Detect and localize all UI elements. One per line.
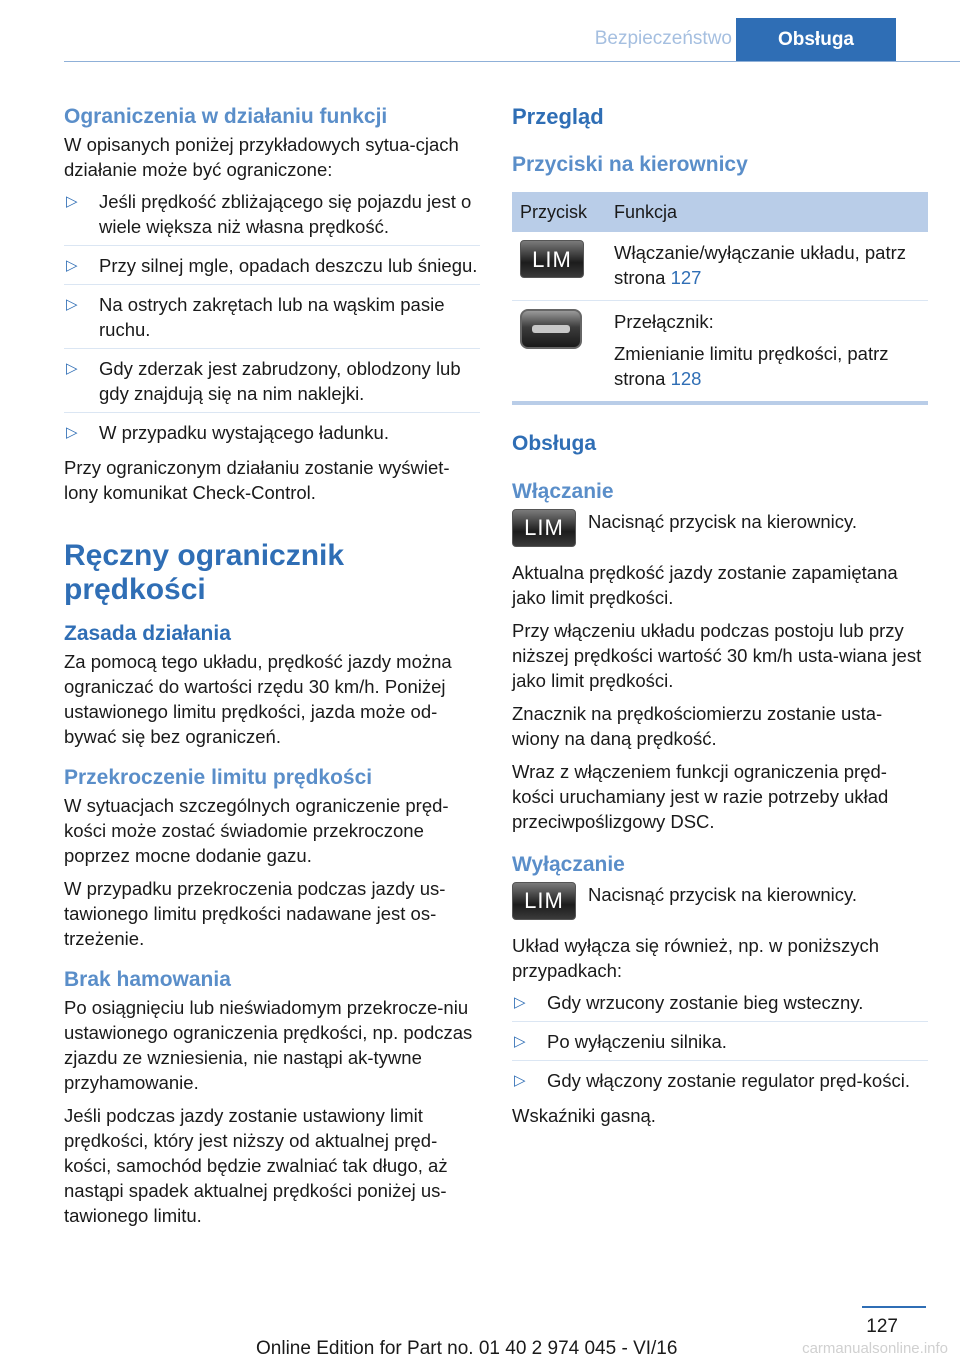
off-key-text: Nacisnąć przycisk na kierownicy. bbox=[588, 884, 858, 905]
off-key-row bbox=[512, 882, 928, 920]
off-text-1: Układ wyłącza się również, np. w poniższych przypadkach: bbox=[512, 935, 880, 981]
lim-button-icon: LIM bbox=[512, 509, 576, 547]
header-section: Bezpieczeństwo bbox=[594, 28, 732, 49]
list-item: ▷ Na ostrych zakrętach lub na wąskim pasie ruchu. bbox=[64, 292, 480, 349]
overview-heading: Przegląd bbox=[512, 104, 604, 129]
page-number: 127 bbox=[866, 1316, 898, 1337]
triangle-bullet-icon: ▷ bbox=[514, 994, 526, 1011]
list-item: ▷ Po wyłączeniu silnika. bbox=[512, 1029, 928, 1061]
on-text-4: Wraz z włączeniem funkcji ograniczenia pręd-kości uruchamiany jest w razie potrzeby układ przeciwpoślizgowy DSC. bbox=[512, 761, 889, 832]
main-title: Ręczny ogranicznik prędkości bbox=[64, 539, 345, 606]
watermark: carmanualsonline.info bbox=[802, 1340, 948, 1357]
list-item: ▷ W przypadku wystającego ładunku. bbox=[66, 422, 389, 443]
lim-button-icon: LIM bbox=[520, 240, 584, 278]
operation-heading: Obsługa bbox=[512, 432, 597, 455]
triangle-bullet-icon: ▷ bbox=[514, 1033, 526, 1050]
on-text-2: Przy włączeniu układu podczas postoju lub przy niższej prędkości wartość 30 km/h usta-wiana jest jako limit prędkości. bbox=[512, 620, 922, 691]
exceed-heading: Przekroczenie limitu prędkości bbox=[64, 766, 373, 789]
triangle-bullet-icon: ▷ bbox=[66, 193, 78, 210]
table-cell bbox=[512, 301, 606, 404]
on-text-1: Aktualna prędkość jazdy zostanie zapamiętana jako limit prędkości. bbox=[512, 562, 898, 608]
limits-list bbox=[64, 189, 480, 451]
lim-button-icon: LIM bbox=[512, 882, 576, 920]
left-column bbox=[64, 100, 480, 1228]
brake-text-2: Jeśli podczas jazdy zostanie ustawiony limit prędkości, który jest niższy od aktualnej pręd-kości, samochód będzie zwalniać tak długo, aż nastąpi spadek aktualnej prędkości poniżej us-tawionego limitu. bbox=[64, 1105, 448, 1226]
brake-heading: Brak hamowania bbox=[64, 968, 231, 991]
table-header: Funkcja bbox=[606, 192, 928, 232]
off-heading: Wyłączanie bbox=[512, 853, 625, 876]
limits-heading: Ograniczenia w działaniu funkcji bbox=[64, 105, 388, 128]
exceed-text-1: W sytuacjach szczególnych ograniczenie pręd-kości może zostać świadomie przekroczone poprzez mocne dodanie gazu. bbox=[64, 795, 449, 866]
buttons-table bbox=[512, 192, 928, 405]
table-header: Przycisk bbox=[512, 192, 606, 232]
triangle-bullet-icon: ▷ bbox=[66, 257, 78, 274]
header-tab[interactable]: Obsługa bbox=[736, 18, 896, 62]
triangle-bullet-icon: ▷ bbox=[66, 296, 78, 313]
principle-text: Za pomocą tego układu, prędkość jazdy można ograniczać do wartości rzędu 30 km/h. Poniżej ustawionego limitu prędkości, jazda może od-bywać się bez ograniczeń. bbox=[64, 651, 452, 747]
triangle-bullet-icon: ▷ bbox=[66, 424, 78, 441]
principle-heading: Zasada działania bbox=[64, 622, 231, 645]
page-link[interactable]: 127 bbox=[670, 267, 702, 288]
list-item: ▷ Przy silnej mgle, opadach deszczu lub śniegu. bbox=[64, 253, 480, 285]
right-column bbox=[512, 100, 928, 1128]
brake-text-1: Po osiągnięciu lub nieświadomym przekrocze-niu ustawionego ograniczenia prędkości, np. podczas zjazdu ze wzniesienia, nie nastąpi ak-tywne przyhamowanie. bbox=[64, 997, 473, 1093]
page-link[interactable]: 128 bbox=[670, 368, 702, 389]
buttons-heading: Przyciski na kierownicy bbox=[512, 153, 748, 176]
limits-intro: W opisanych poniżej przykładowych sytua-cjach działanie może być ograniczone: bbox=[64, 134, 459, 180]
triangle-bullet-icon: ▷ bbox=[66, 360, 78, 377]
rocker-switch-icon bbox=[520, 309, 582, 349]
off-note: Wskaźniki gasną. bbox=[512, 1105, 656, 1126]
table-cell: Włączanie/wyłączanie układu, patrz strona 127 bbox=[606, 232, 928, 301]
list-item: ▷ Gdy zderzak jest zabrudzony, oblodzony lub gdy znajdują się na nim naklejki. bbox=[64, 356, 480, 413]
off-list bbox=[512, 990, 928, 1099]
on-heading: Włączanie bbox=[512, 480, 614, 503]
table-cell: Przełącznik: Zmienianie limitu prędkości, patrz strona 128 bbox=[606, 301, 928, 404]
table-cell bbox=[512, 232, 606, 301]
switch-label: Przełącznik: bbox=[614, 311, 714, 332]
list-item: ▷ Gdy wrzucony zostanie bieg wsteczny. bbox=[512, 990, 928, 1022]
footer-divider bbox=[862, 1306, 926, 1308]
on-key-text: Nacisnąć przycisk na kierownicy. bbox=[588, 511, 858, 532]
table-row bbox=[512, 301, 928, 404]
table-row bbox=[512, 232, 928, 301]
list-item: ▷ Jeśli prędkość zbliżającego się pojazdu jest o wiele większa niż własna prędkość. bbox=[64, 189, 480, 246]
exceed-text-2: W przypadku przekroczenia podczas jazdy us-tawionego limitu prędkości nadawane jest os-trzeżenie. bbox=[64, 878, 446, 949]
header-divider bbox=[64, 61, 960, 62]
on-key-row bbox=[512, 509, 928, 547]
on-text-3: Znacznik na prędkościomierzu zostanie usta-wiony na daną prędkość. bbox=[512, 703, 883, 749]
list-item: ▷ Gdy włączony zostanie regulator pręd-kości. bbox=[514, 1070, 910, 1091]
edition-text: Online Edition for Part no. 01 40 2 974 045 - VI/16 bbox=[256, 1338, 678, 1359]
triangle-bullet-icon: ▷ bbox=[514, 1072, 526, 1089]
limits-note: Przy ograniczonym działaniu zostanie wyświet-lony komunikat Check-Control. bbox=[64, 457, 450, 503]
